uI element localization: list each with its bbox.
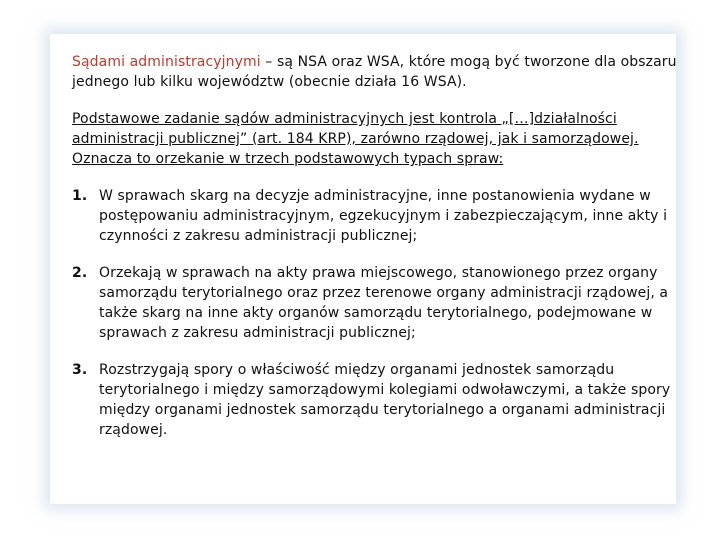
case-types-list <box>72 186 696 440</box>
list-item <box>72 263 696 343</box>
list-item <box>72 186 696 246</box>
intro-paragraph <box>72 52 696 92</box>
list-item-text: W sprawach skarg na decyzje administracyjne, inne postanowienia wydane w postępowaniu administracyjnym, egzekucyjnym i zabezpieczającym, inne akty i czynności z zakresu administracji publicznej; <box>99 188 668 244</box>
list-item-text: Orzekają w sprawach na akty prawa miejscowego, stanowionego przez organy samorządu terytorialnego oraz przez terenowe organy administracji rządowej, a także skarg na inne akty organów samorządu terytorialnego, podejmowane w sprawach z zakresu administracji publicznej; <box>99 265 669 341</box>
list-number: 3. <box>72 362 88 378</box>
list-item-text: Rozstrzygają spory o właściwość między organami jednostek samorządu terytorialnego i między samorządowymi kolegiami odwoławczymi, a także spory między organami jednostek samorządu terytorialnego a organami administracji rządowej. <box>99 362 671 438</box>
slide-content <box>72 52 696 457</box>
lead-paragraph: Podstawowe zadanie sądów administracyjnych jest kontrola „[…]działalności administracji publicznej” (art. 184 KRP), zarówno rządowej, jak i samorządowej. Oznacza to orzekanie w trzech podstawowych typach spraw: <box>72 111 639 167</box>
intro-text: – są NSA oraz WSA, które mogą być tworzone dla obszaru jednego lub kilku województw (obecnie działa 16 WSA). <box>72 54 677 90</box>
list-number: 2. <box>72 265 88 281</box>
list-item <box>72 360 696 440</box>
list-number: 1. <box>72 188 88 204</box>
intro-term: Sądami administracyjnymi <box>72 54 261 70</box>
